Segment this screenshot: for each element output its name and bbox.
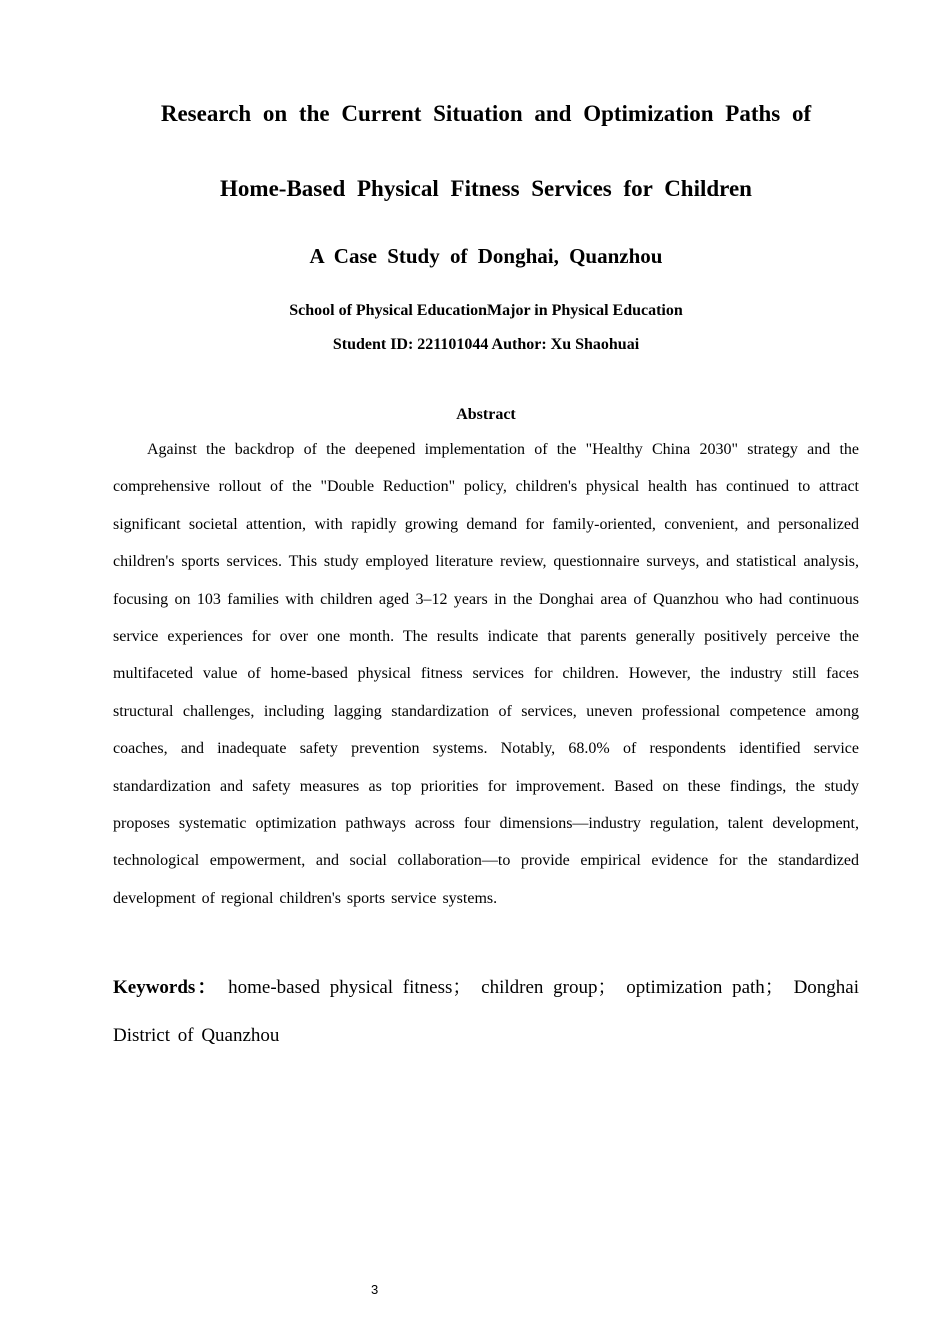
- keywords-paragraph: [113, 964, 859, 1060]
- paper-title-line-1: Research on the Current Situation and Optimization Paths of: [160, 101, 812, 126]
- paper-subtitle: A Case Study of Donghai, Quanzhou: [309, 244, 663, 268]
- keywords-label: Keywords：: [113, 977, 219, 998]
- keywords-list: home-based physical fitness； children group； optimization path； Donghai District of Quanzhou: [113, 977, 859, 1046]
- abstract-body: Against the backdrop of the deepened implementation of the "Healthy China 2030" strategy and the comprehensive rollout of the "Double Reduction" policy, children's physical health has continued to attract significant societal attention, with rapidly growing demand for family-oriented, convenient, and personalized children's sports services. This study employed literature review, questionnaire surveys, and statistical analysis, focusing on 103 families with children aged 3–12 years in the Donghai area of Quanzhou who had continuous service experiences for over one month. The results indicate that parents generally positively perceive the multifaceted value of home-based physical fitness services for children. However, the industry still faces structural challenges, including lagging standardization of services, uneven professional competence among coaches, and inadequate safety prevention systems. Notably, 68.0% of respondents identified service standardization and safety measures as top priorities for improvement. Based on these findings, the study proposes systematic optimization pathways across four dimensions—industry regulation, talent development, technological empowerment, and social collaboration—to provide empirical evidence for the standardized development of regional children's sports service systems.: [113, 441, 859, 907]
- school-affiliation: School of Physical EducationMajor in Physical Education: [289, 302, 683, 319]
- abstract-heading: Abstract: [456, 406, 516, 423]
- page-number: 3: [371, 1282, 379, 1297]
- student-author-line: Student ID: 221101044 Author: Xu Shaohuai: [332, 336, 640, 353]
- paper-title-line-2: Home-Based Physical Fitness Services for Children: [220, 176, 752, 201]
